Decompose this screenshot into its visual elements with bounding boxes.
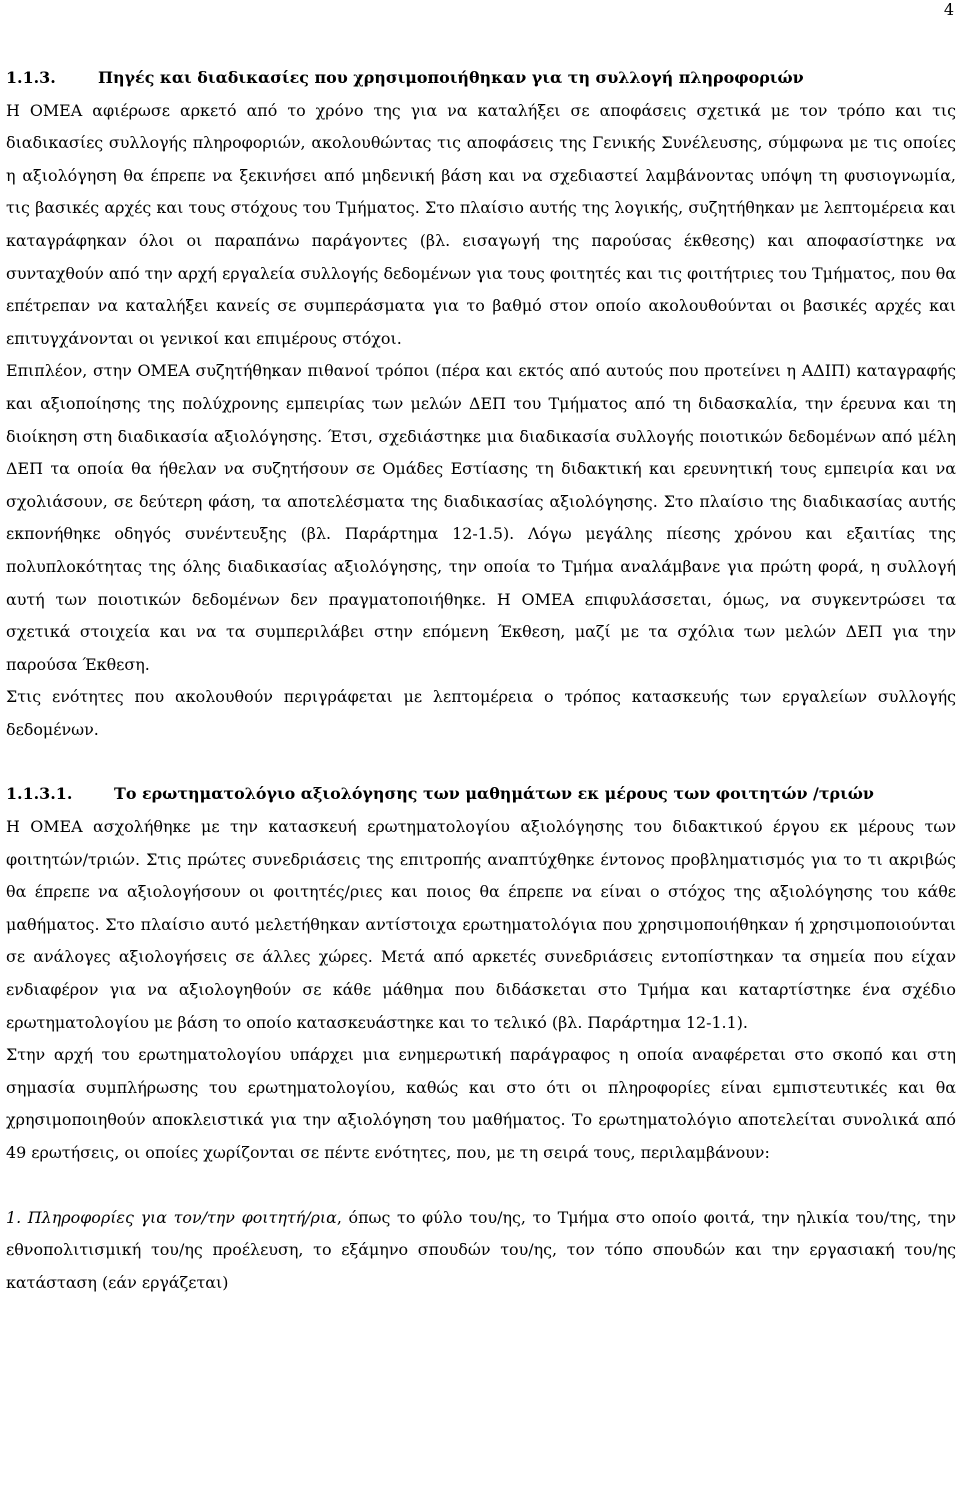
section-paragraph-3: Στις ενότητες που ακολουθούν περιγράφεται με λεπτομέρεια ο τρόπος κατασκευής των εργαλείων συλλογής δεδομένων. xyxy=(6,687,956,739)
document-body xyxy=(6,62,956,1299)
spacer xyxy=(6,746,956,778)
list-item xyxy=(6,1202,956,1300)
section-number: 1.1.3. xyxy=(6,68,56,87)
section-paragraph-2: Επιπλέον, στην ΟΜΕΑ συζητήθηκαν πιθανοί τρόποι (πέρα και εκτός από αυτούς που προτείνει η ΑΔΙΠ) καταγραφής και αξιοποίησης της πολύχρονης εμπειρίας των μελών ΔΕΠ του Τμήματος από τη διδασκαλία, την έρευνα και τη διοίκηση στη διαδικασία αξιολόγησης. Έτσι, σχεδιάστηκε μια διαδικασία συλλογής ποιοτικών δεδομένων από μέλη ΔΕΠ τα οποία θα ήθελαν να συζητήσουν σε Ομάδες Εστίασης τη διδακτική και ερευνητική τους εμπειρία και να σχολιάσουν, σε δεύτερη φάση, τα αποτελέσματα της διαδικασίας αξιολόγησης. Στο πλαίσιο της διαδικασίας αυτής εκπονήθηκε οδηγός συνέντευξης (βλ. Παράρτημα 12-1.5). Λόγω μεγάλης πίεσης χρόνου και εξαιτίας της πολυπλοκότητας της όλης διαδικασίας αξιολόγησης, την οποία το Τμήμα αναλάμβανε για πρώτη φορά, η συλλογή αυτή των ποιοτικών δεδομένων δεν πραγματοποιήθηκε. Η ΟΜΕΑ επιφυλάσσεται, όμως, να συγκεντρώσει τα σχετικά στοιχεία και να τα συμπεριλάβει στην επόμενη Έκθεση, μαζί με τα σχόλια των μελών ΔΕΠ για την παρούσα Έκθεση. xyxy=(6,361,956,674)
list-item-label: 1. Πληροφορίες για τον/την φοιτητή/ρια xyxy=(6,1207,337,1227)
subsection-title: Το ερωτηματολόγιο αξιολόγησης των μαθημάτων εκ μέρους των φοιτητών /τριών xyxy=(114,784,874,804)
section-heading xyxy=(6,62,956,95)
subsection-paragraph-1: Η ΟΜΕΑ ασχολήθηκε με την κατασκευή ερωτηματολογίου αξιολόγησης του διδακτικού έργου εκ μέρους των φοιτητών/τριών. Στις πρώτες συνεδριάσεις της επιτροπής αναπτύχθηκε έντονος προβληματισμός για το τι ακριβώς θα έπρεπε να αξιολογήσουν οι φοιτητές/ριες και ποιος θα έπρεπε να είναι ο στόχος της αξιολόγησης του κάθε μαθήματος. Στο πλαίσιο αυτό μελετήθηκαν αντίστοιχα ερωτηματολόγια που χρησιμοποιήθηκαν ή χρησιμοποιούνται σε ανάλογες αξιολογήσεις σε άλλες χώρες. Μετά από αρκετές συνεδριάσεις εντοπίστηκαν τα σημεία που είχαν ενδιαφέρον για να αξιολογηθούν σε κάθε μάθημα που διδάσκεται στο Τμήμα και καταρτίστηκε ένα σχέδιο ερωτηματολογίου με βάση το οποίο κατασκευάστηκε και το τελικό (βλ. Παράρτημα 12-1.1). xyxy=(6,817,956,1032)
section-title: Πηγές και διαδικασίες που χρησιμοποιήθηκαν για τη συλλογή πληροφοριών xyxy=(98,68,804,87)
list-item-text: , όπως το φύλο του/ης, το Τμήμα στο οποίο φοιτά, την ηλικία του/της, την εθνοπολιτισμική του/ης προέλευση, το εξάμηνο σπουδών του/ης, τον τόπο σπουδών και την εργασιακή του/ης κατάσταση (εάν εργάζεται) xyxy=(6,1207,956,1292)
subsection-heading xyxy=(6,778,956,811)
subsection-number: 1.1.3.1. xyxy=(6,784,73,804)
page-number: 4 xyxy=(943,0,954,19)
section-paragraph-1: Η ΟΜΕΑ αφιέρωσε αρκετό από το χρόνο της για να καταλήξει σε αποφάσεις σχετικά με τον τρόπο και τις διαδικασίες συλλογής πληροφοριών, ακολουθώντας τις αποφάσεις της Γενικής Συνέλευσης, σύμφωνα με τις οποίες η αξιολόγηση θα έπρεπε να ξεκινήσει από μηδενική βάση και να σχεδιαστεί λαμβάνοντας υπόψη τη φυσιογνωμία, τις βασικές αρχές και τους στόχους του Τμήματος. Στο πλαίσιο αυτής της λογικής, συζητήθηκαν με λεπτομέρεια και καταγράφηκαν όλοι οι παραπάνω παράγοντες (βλ. εισαγωγή της παρούσας έκθεσης) και αποφασίστηκε να συνταχθούν από την αρχή εργαλεία συλλογής δεδομένων για τους φοιτητές και τις φοιτήτριες του Τμήματος, που θα επέτρεπαν να καταλήξει κανείς σε συμπεράσματα για το βαθμό στον οποίο ακολουθούνται οι βασικές αρχές και επιτυγχάνονται οι γενικοί και επιμέρους στόχοι. xyxy=(6,100,956,348)
subsection-paragraph-2: Στην αρχή του ερωτηματολογίου υπάρχει μια ενημερωτική παράγραφος η οποία αναφέρεται στο σκοπό και στη σημασία συμπλήρωσης του ερωτηματολογίου, καθώς και στο ότι οι πληροφορίες είναι εμπιστευτικές και θα χρησιμοποιηθούν αποκλειστικά για την αξιολόγηση του μαθήματος. Το ερωτηματολόγιο αποτελείται συνολικά από 49 ερωτήσεις, οι οποίες χωρίζονται σε πέντε ενότητες, που, με τη σειρά τους, περιλαμβάνουν: xyxy=(6,1045,956,1162)
spacer xyxy=(6,1170,956,1202)
